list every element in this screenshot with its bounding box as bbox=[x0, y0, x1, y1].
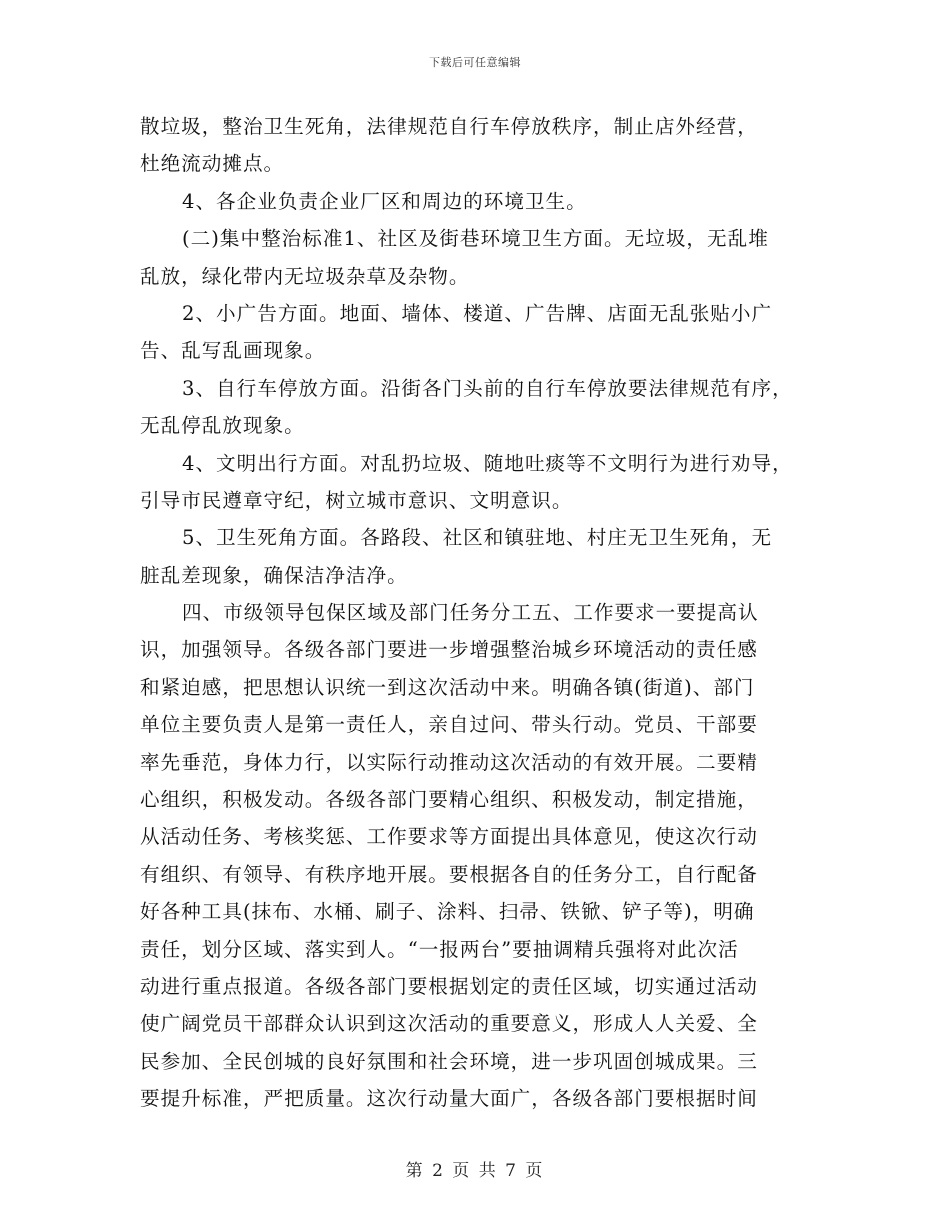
text-line: 识，加强领导。各级各部门要进一步增强整治城乡环境活动的责任感 bbox=[140, 638, 758, 662]
text-line: 5、卫生死角方面。各路段、社区和镇驻地、村庄无卫生死角，无 bbox=[182, 526, 773, 550]
text-line: 四、市级领导包保区域及部门任务分工五、工作要求一要提高认 bbox=[182, 601, 759, 625]
text-line: 心组织，积极发动。各级各部门要精心组织、积极发动，制定措施， bbox=[140, 788, 758, 812]
document-body bbox=[140, 108, 820, 1118]
text-line: 2、小广告方面。地面、墙体、楼道、广告牌、店面无乱张贴小广 bbox=[182, 301, 773, 325]
text-line: 民参加、全民创城的良好氛围和社会环境，进一步巩固创城成果。三 bbox=[140, 1049, 758, 1073]
text-line: 引导市民遵章守纪，树立城市意识、文明意识。 bbox=[140, 488, 573, 512]
text-line: 责任，划分区域、落实到人。“一报两台”要抽调精兵强将对此次活 bbox=[140, 937, 739, 961]
text-line: 和紧迫感，把思想认识统一到这次活动中来。明确各镇(街道)、部门 bbox=[140, 675, 755, 699]
text-line: 有组织、有领导、有秩序地开展。要根据各自的任务分工，自行配备 bbox=[140, 862, 758, 886]
text-line: 4、文明出行方面。对乱扔垃圾、随地吐痰等不文明行为进行劝导， bbox=[182, 451, 793, 475]
page-header: 下载后可任意编辑 bbox=[429, 56, 521, 69]
text-line: 从活动任务、考核奖惩、工作要求等方面提出具体意见，使这次行动 bbox=[140, 825, 758, 849]
text-line: 要提升标准，严把质量。这次行动量大面广，各级各部门要根据时间 bbox=[140, 1087, 758, 1111]
text-line: 好各种工具(抹布、水桶、刷子、涂料、扫帚、铁锨、铲子等)，明确 bbox=[140, 900, 755, 924]
page-footer: 第 2 页 共 7 页 bbox=[405, 1161, 545, 1181]
text-line: 乱放，绿化带内无垃圾杂草及杂物。 bbox=[140, 264, 470, 288]
text-line: 散垃圾，整治卫生死角，法律规范自行车停放秩序，制止店外经营， bbox=[140, 115, 758, 138]
text-line: 动进行重点报道。各级各部门要根据划定的责任区域，切实通过活动 bbox=[140, 974, 758, 998]
text-line: (二)集中整治标准1、社区及街巷环境卫生方面。无垃圾，无乱堆 bbox=[182, 227, 769, 251]
text-line: 杜绝流动摊点。 bbox=[140, 152, 285, 176]
text-line: 告、乱写乱画现象。 bbox=[140, 339, 326, 363]
text-line: 无乱停乱放现象。 bbox=[140, 414, 305, 438]
text-line: 脏乱差现象，确保洁净洁净。 bbox=[140, 563, 408, 587]
text-line: 率先垂范，身体力行，以实际行动推动这次活动的有效开展。二要精 bbox=[140, 750, 758, 774]
text-line: 4、各企业负责企业厂区和周边的环境卫生。 bbox=[182, 189, 587, 213]
text-line: 单位主要负责人是第一责任人，亲自过问、带头行动。党员、干部要 bbox=[140, 713, 758, 737]
text-line: 使广阔党员干部群众认识到这次活动的重要意义，形成人人关爱、全 bbox=[140, 1012, 758, 1036]
text-line: 3、自行车停放方面。沿街各门头前的自行车停放要法律规范有序， bbox=[182, 376, 793, 400]
